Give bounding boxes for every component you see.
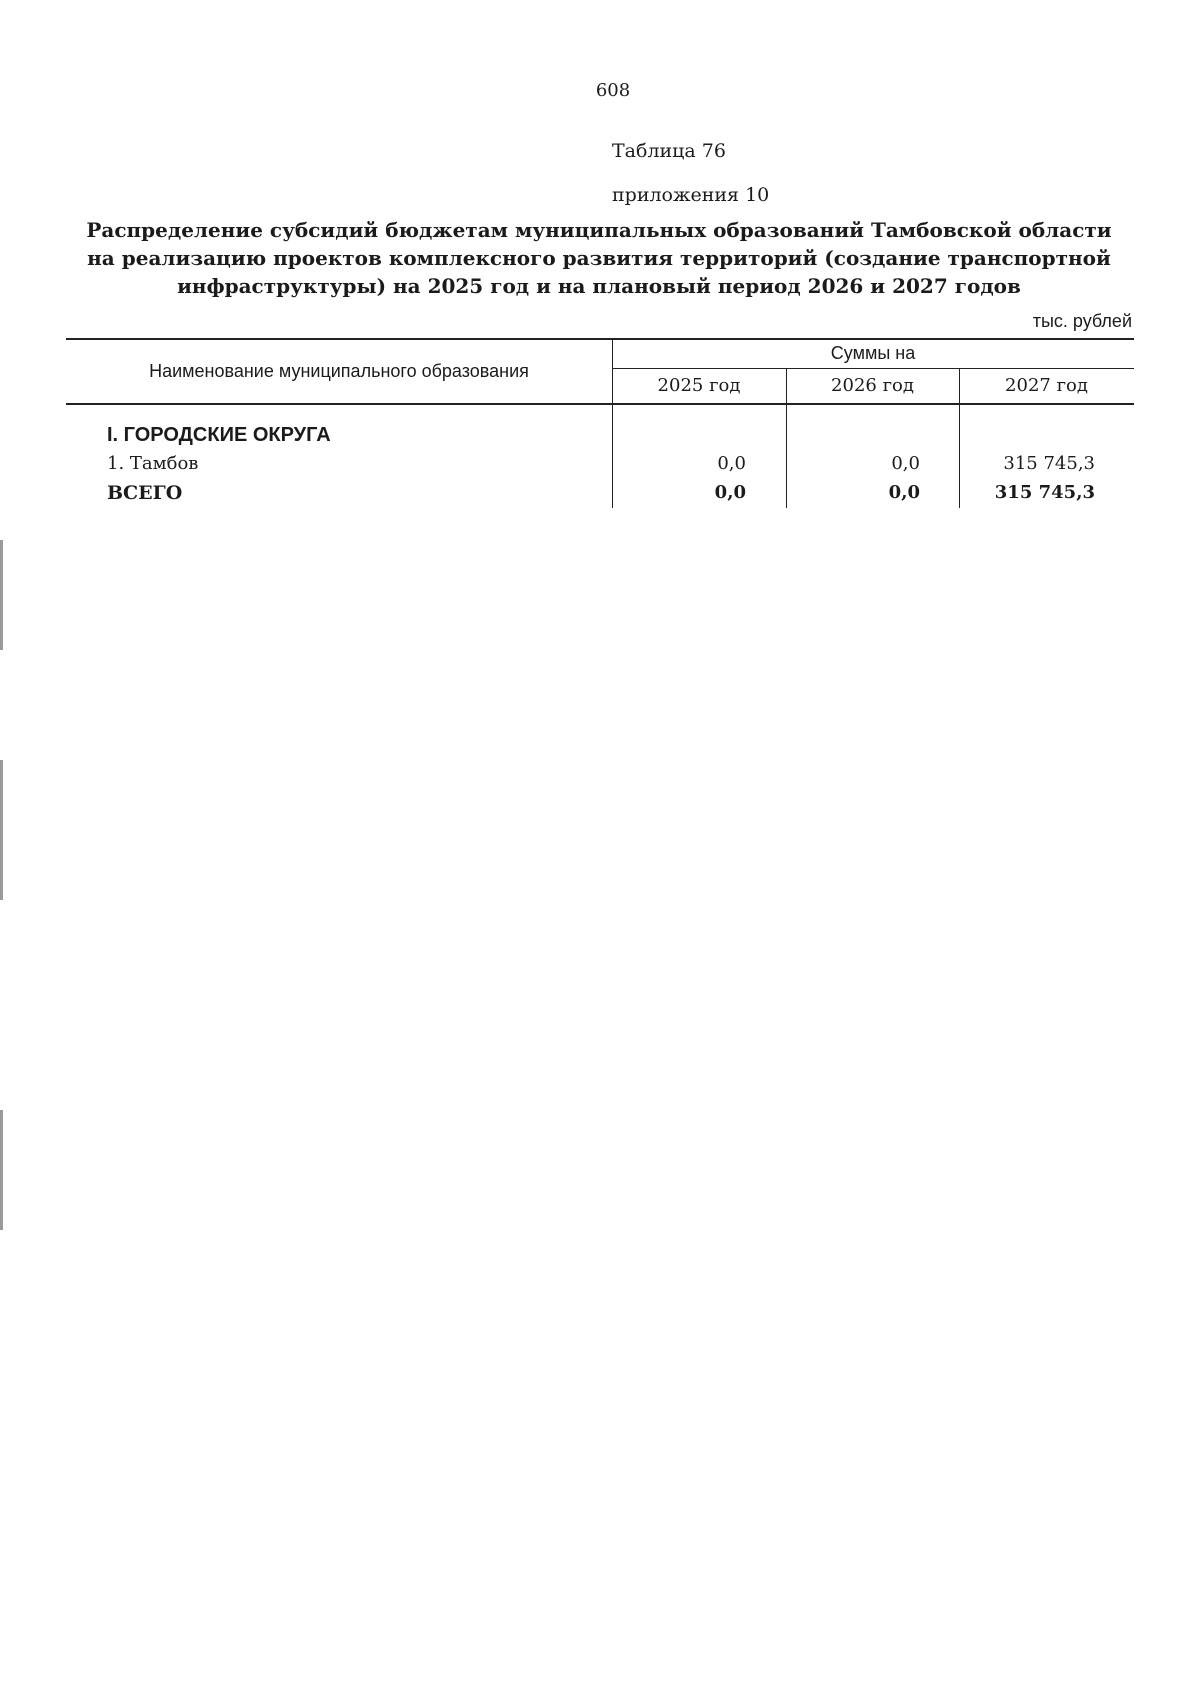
scan-edge-mark <box>0 540 3 650</box>
title-line: на реализацию проектов комплексного развития территорий (создание транспортной <box>87 246 1111 270</box>
appendix-label: приложения 10 <box>612 184 770 206</box>
total-label: ВСЕГО <box>107 482 183 504</box>
table-number-label: Таблица 76 <box>612 140 726 162</box>
row-name: 1. Тамбов <box>107 453 199 474</box>
table-top-border <box>66 338 1134 340</box>
section-heading: I. ГОРОДСКИЕ ОКРУГА <box>107 424 331 446</box>
total-value-2026: 0,0 <box>888 482 920 503</box>
header-year-2025: 2025 год <box>657 375 741 396</box>
title-line: Распределение субсидий бюджетам муниципальных образований Тамбовской области <box>86 218 1112 242</box>
scan-edge-mark <box>0 760 3 900</box>
total-value-2025: 0,0 <box>714 482 746 503</box>
row-value-2027: 315 745,3 <box>1003 453 1095 474</box>
header-year-2027: 2027 год <box>1005 375 1088 396</box>
units-label: тыс. рублей <box>1032 311 1132 331</box>
row-value-2025: 0,0 <box>717 453 746 474</box>
header-bottom-border <box>66 403 1134 405</box>
title-line: инфраструктуры) на 2025 год и на плановый период 2026 и 2027 годов <box>177 274 1021 298</box>
header-year-2026: 2026 год <box>831 375 914 396</box>
header-divider <box>612 368 1134 369</box>
header-sums-group: Суммы на <box>830 343 916 363</box>
page-number: 608 <box>595 80 631 101</box>
row-value-2026: 0,0 <box>891 453 920 474</box>
document-title <box>66 216 1132 300</box>
header-name-column: Наименование муниципального образования <box>149 361 529 381</box>
scan-edge-mark <box>0 1110 3 1230</box>
total-value-2027: 315 745,3 <box>994 482 1095 503</box>
